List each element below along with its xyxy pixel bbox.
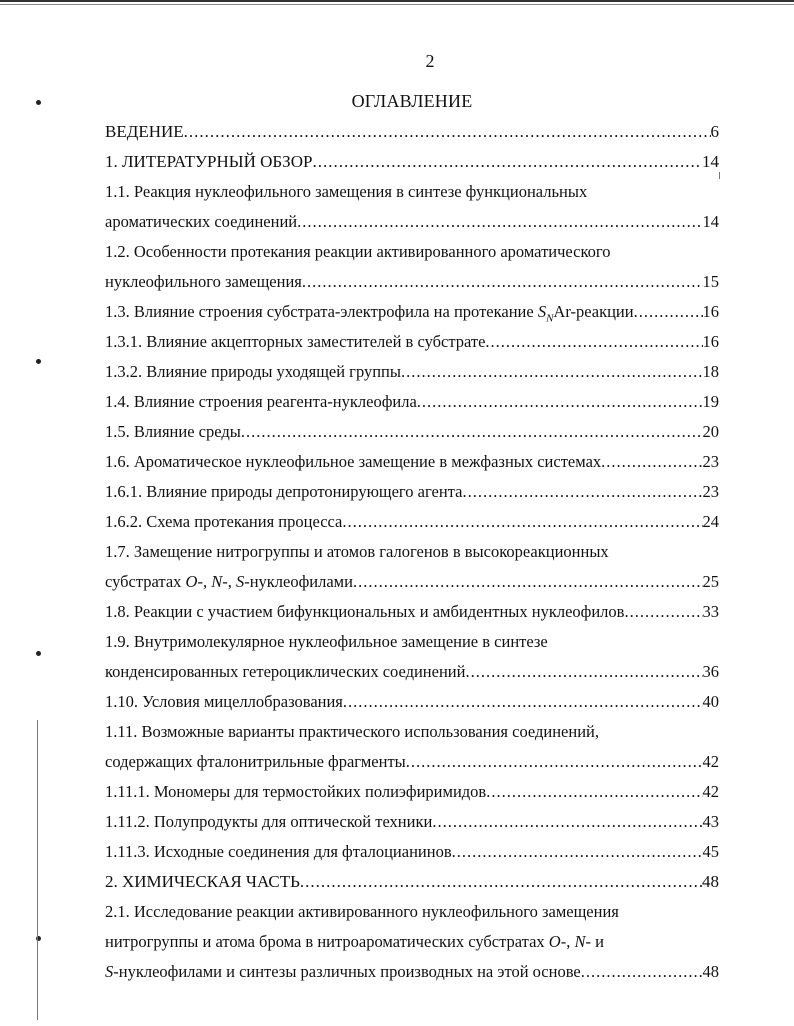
toc-page: 6 [710,122,719,141]
toc-page: 48 [702,872,719,891]
margin-dot [36,651,41,656]
toc-entry[interactable]: 1.1. Реакция нуклеофильного замещения в синтезе функциональных [105,182,588,201]
toc-entry[interactable]: нитрогруппы и атома брома в нитроароматических субстратах O-, N- и [105,932,604,951]
page-title: ОГЛАВЛЕНИЕ [351,91,473,111]
toc-entry[interactable]: ВЕДЕНИЕ ..... 6 [105,121,719,143]
toc-page: 36 [702,662,719,681]
toc-entry[interactable]: 1.11.3. Исходные соединения для фталоцианинов ..... 45 [105,841,719,863]
toc-page: 33 [702,602,719,621]
toc-page: 15 [702,272,719,291]
toc-entry[interactable]: 1.11.1. Мономеры для термостойких полиэфиримидов ..... 42 [105,781,719,803]
margin-dot [36,100,41,105]
toc-entry[interactable]: содержащих фталонитрильные фрагменты ..... 42 [105,751,719,773]
toc-page: 23 [702,482,719,501]
toc-page: 23 [702,452,719,471]
toc-page: 16 [702,332,719,351]
toc-entry[interactable]: 1.6.2. Схема протекания процесса ..... 24 [105,511,719,533]
top-border-line-thin [0,4,794,5]
toc-entry[interactable]: 1.9. Внутримолекулярное нуклеофильное замещение в синтезе [105,632,548,651]
toc-page: 16 [702,302,719,321]
toc-entry[interactable]: субстратах O-, N-, S-нуклеофилами ..... 25 [105,571,719,593]
toc-entry[interactable]: 1. ЛИТЕРАТУРНЫЙ ОБЗОР ..... 14 [105,151,719,173]
toc-entry[interactable]: 1.3. Влияние строения субстрата-электрофила на протекание $S_NAr$-реакции ..... 16 [105,301,719,323]
toc-page: 25 [702,572,719,591]
toc-entry[interactable]: нуклеофильного замещения ..... 15 [105,271,719,293]
toc-page: 14 [702,212,719,231]
toc-entry[interactable]: 1.11.2. Полупродукты для оптической техники ..... 43 [105,811,719,833]
toc-entry[interactable]: 1.11. Возможные варианты практического использования соединений, [105,722,600,741]
toc-entry[interactable]: 1.6. Ароматическое нуклеофильное замещение в межфазных системах ..... 23 [105,451,719,473]
margin-dot [36,359,41,364]
toc-entry[interactable]: S-нуклеофилами и синтезы различных производных на этой основе ..... 48 [105,961,719,983]
toc-page: 24 [702,512,719,531]
toc-entry[interactable]: 2.1. Исследование реакции активированного нуклеофильного замещения [105,902,619,921]
toc-entry[interactable]: 1.6.1. Влияние природы депротонирующего агента ..... 23 [105,481,719,503]
toc-page: 40 [702,692,719,711]
toc-page: 14 [702,152,719,171]
margin-line [37,720,38,1020]
top-border-line [0,0,794,2]
toc-page: 48 [702,962,719,981]
toc-page: 43 [702,812,719,831]
toc-entry[interactable]: конденсированных гетероциклических соединений ..... 36 [105,661,719,683]
scan-mark [719,172,720,179]
toc-page: 42 [702,782,719,801]
toc-entry[interactable]: 1.10. Условия мицеллобразования ..... 40 [105,691,719,713]
toc-entry[interactable]: 1.2. Особенности протекания реакции активированного ароматического [105,242,611,261]
toc-page: 20 [702,422,719,441]
toc-page: 18 [702,362,719,381]
toc-page: 42 [702,752,719,771]
toc-page: 45 [702,842,719,861]
toc-entry[interactable]: 1.8. Реакции с участием бифункциональных и амбидентных нуклеофилов ..... 33 [105,601,719,623]
toc-page: 19 [702,392,719,411]
toc-entry[interactable]: 1.7. Замещение нитрогруппы и атомов галогенов в высокореакционных [105,542,609,561]
page-number: 2 [425,51,435,71]
toc-entry[interactable]: 1.4. Влияние строения реагента-нуклеофила ..... 19 [105,391,719,413]
toc-entry[interactable]: ароматических соединений ..... 14 [105,211,719,233]
toc-entry[interactable]: 1.3.2. Влияние природы уходящей группы ..... 18 [105,361,719,383]
toc-entry[interactable]: 1.3.1. Влияние акцепторных заместителей в субстрате ..... 16 [105,331,719,353]
toc-entry[interactable]: 1.5. Влияние среды ..... 20 [105,421,719,443]
toc-entry[interactable]: 2. ХИМИЧЕСКАЯ ЧАСТЬ ..... 48 [105,871,719,893]
